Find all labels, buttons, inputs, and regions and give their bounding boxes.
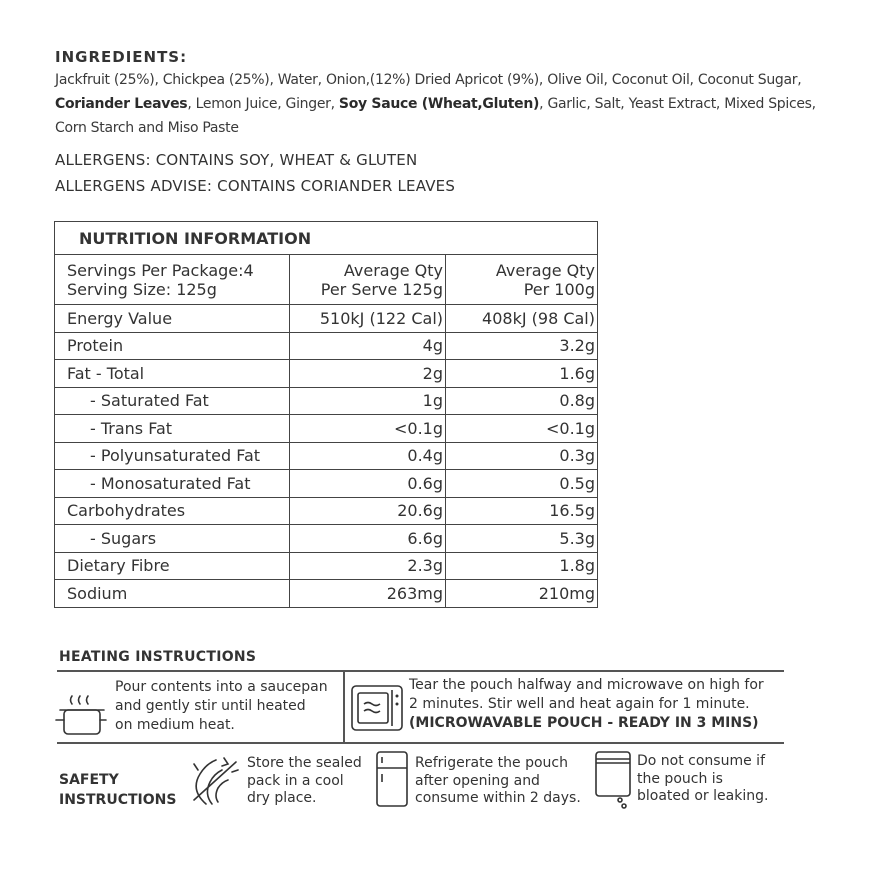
per-serve-value: 0.6g <box>290 470 446 498</box>
nutrition-row <box>55 332 598 360</box>
instruction-line: Do not consume if <box>637 753 765 769</box>
servings-per-package: Servings Per Package:4 <box>67 260 254 280</box>
nutrition-row <box>55 497 598 525</box>
allergens-contains: ALLERGENS: CONTAINS SOY, WHEAT & GLUTEN <box>55 151 418 169</box>
microwave-ready-note: (MICROWAVABLE POUCH - READY IN 3 MINS) <box>409 715 759 731</box>
per-100g-value: 1.8g <box>446 552 598 580</box>
per-100g-value: <0.1g <box>446 415 598 443</box>
ingredients-text: , Garlic, Salt, Yeast Extract, Mixed Spices, <box>539 96 816 112</box>
per-serve-value: 2.3g <box>290 552 446 580</box>
col-per-serve-header <box>290 255 446 305</box>
nutrition-row <box>55 552 598 580</box>
nutrition-row <box>55 442 598 470</box>
ingredients-title: INGREDIENTS: <box>55 48 188 66</box>
per-serve-value: 4g <box>290 332 446 360</box>
per-100g-value: 210mg <box>446 580 598 608</box>
instruction-line: 2 minutes. Stir well and heat again for 1 minute. <box>409 696 750 712</box>
stove-instructions <box>115 678 328 735</box>
divider <box>343 670 345 743</box>
per-serve-value: <0.1g <box>290 415 446 443</box>
col-header-line: Per Serve 125g <box>320 279 443 299</box>
nutrient-label: - Sugars <box>55 525 290 553</box>
ingredients-line-2 <box>55 96 816 112</box>
col-per-100g-header <box>446 255 598 305</box>
ingredient-coriander: Coriander Leaves <box>55 96 188 112</box>
safety-title-line: SAFETY <box>59 772 119 788</box>
ingredients-text: , Lemon Juice, Ginger, <box>187 96 339 112</box>
instruction-line: bloated or leaking. <box>637 788 769 804</box>
ingredients-line-3: Corn Starch and Miso Paste <box>55 120 239 136</box>
store-instructions <box>247 755 362 808</box>
microwave-icon <box>350 684 404 732</box>
per-100g-value: 16.5g <box>446 497 598 525</box>
per-serve-value: 2g <box>290 360 446 388</box>
ingredients-line-1: Jackfruit (25%), Chickpea (25%), Water, Onion,(12%) Dried Apricot (9%), Olive Oil, Coconut Oil, Coconut Sugar, <box>55 72 802 88</box>
instruction-line: after opening and <box>415 772 540 789</box>
nutrient-label: - Polyunsaturated Fat <box>55 442 290 470</box>
per-serve-value: 0.4g <box>290 442 446 470</box>
nutrient-label: - Saturated Fat <box>55 387 290 415</box>
nutrition-table <box>54 221 598 608</box>
nutrition-row <box>55 470 598 498</box>
nutrient-label: - Monosaturated Fat <box>55 470 290 498</box>
per-100g-value: 5.3g <box>446 525 598 553</box>
serving-size: Serving Size: 125g <box>67 279 217 299</box>
instruction-line: Refrigerate the pouch <box>415 755 568 771</box>
servings-info <box>55 255 290 305</box>
nutrition-row <box>55 525 598 553</box>
nutrient-label: Fat - Total <box>55 360 290 388</box>
per-serve-value: 6.6g <box>290 525 446 553</box>
dry-place-icon <box>188 752 242 808</box>
col-header-line: Average Qty <box>495 260 595 280</box>
divider <box>57 742 784 744</box>
safety-title <box>59 770 176 810</box>
nutrient-label: - Trans Fat <box>55 415 290 443</box>
divider <box>57 670 784 672</box>
nutrient-label: Carbohydrates <box>55 497 290 525</box>
instruction-line: consume within 2 days. <box>415 790 581 806</box>
per-100g-value: 3.2g <box>446 332 598 360</box>
per-100g-value: 0.8g <box>446 387 598 415</box>
nutrition-row <box>55 415 598 443</box>
refrigerate-instructions <box>415 755 581 808</box>
nutrient-label: Protein <box>55 332 290 360</box>
nutrition-row <box>55 580 598 608</box>
instruction-line: Tear the pouch halfway and microwave on high for <box>409 677 764 693</box>
per-serve-value: 263mg <box>290 580 446 608</box>
safety-title-line: INSTRUCTIONS <box>59 792 177 808</box>
saucepan-icon <box>54 694 108 740</box>
heating-title: HEATING INSTRUCTIONS <box>59 649 257 665</box>
nutrient-label: Dietary Fibre <box>55 552 290 580</box>
instruction-line: on medium heat. <box>115 717 235 733</box>
microwave-instructions <box>409 676 764 733</box>
nutrition-row <box>55 387 598 415</box>
instruction-line: Store the sealed <box>247 755 362 771</box>
nutrition-title: NUTRITION INFORMATION <box>55 222 598 255</box>
col-header-line: Per 100g <box>523 279 595 299</box>
allergens-advise: ALLERGENS ADVISE: CONTAINS CORIANDER LEAVES <box>55 177 456 195</box>
instruction-line: dry place. <box>247 790 317 806</box>
per-serve-value: 510kJ (122 Cal) <box>290 305 446 333</box>
nutrient-label: Energy Value <box>55 305 290 333</box>
nutrition-row <box>55 360 598 388</box>
per-100g-value: 0.5g <box>446 470 598 498</box>
instruction-line: and gently stir until heated <box>115 698 306 714</box>
per-serve-value: 1g <box>290 387 446 415</box>
per-100g-value: 1.6g <box>446 360 598 388</box>
nutrition-row <box>55 305 598 333</box>
instruction-line: the pouch is <box>637 770 723 787</box>
refrigerator-icon <box>374 750 410 808</box>
ingredient-soy-sauce: Soy Sauce (Wheat,Gluten) <box>338 96 540 112</box>
instruction-line: Pour contents into a saucepan <box>115 679 328 695</box>
per-100g-value: 0.3g <box>446 442 598 470</box>
per-100g-value: 408kJ (98 Cal) <box>446 305 598 333</box>
col-header-line: Average Qty <box>343 260 443 280</box>
leaking-pouch-icon <box>594 750 634 810</box>
nutrient-label: Sodium <box>55 580 290 608</box>
pouch-warning <box>637 753 768 806</box>
per-serve-value: 20.6g <box>290 497 446 525</box>
instruction-line: pack in a cool <box>247 772 344 789</box>
